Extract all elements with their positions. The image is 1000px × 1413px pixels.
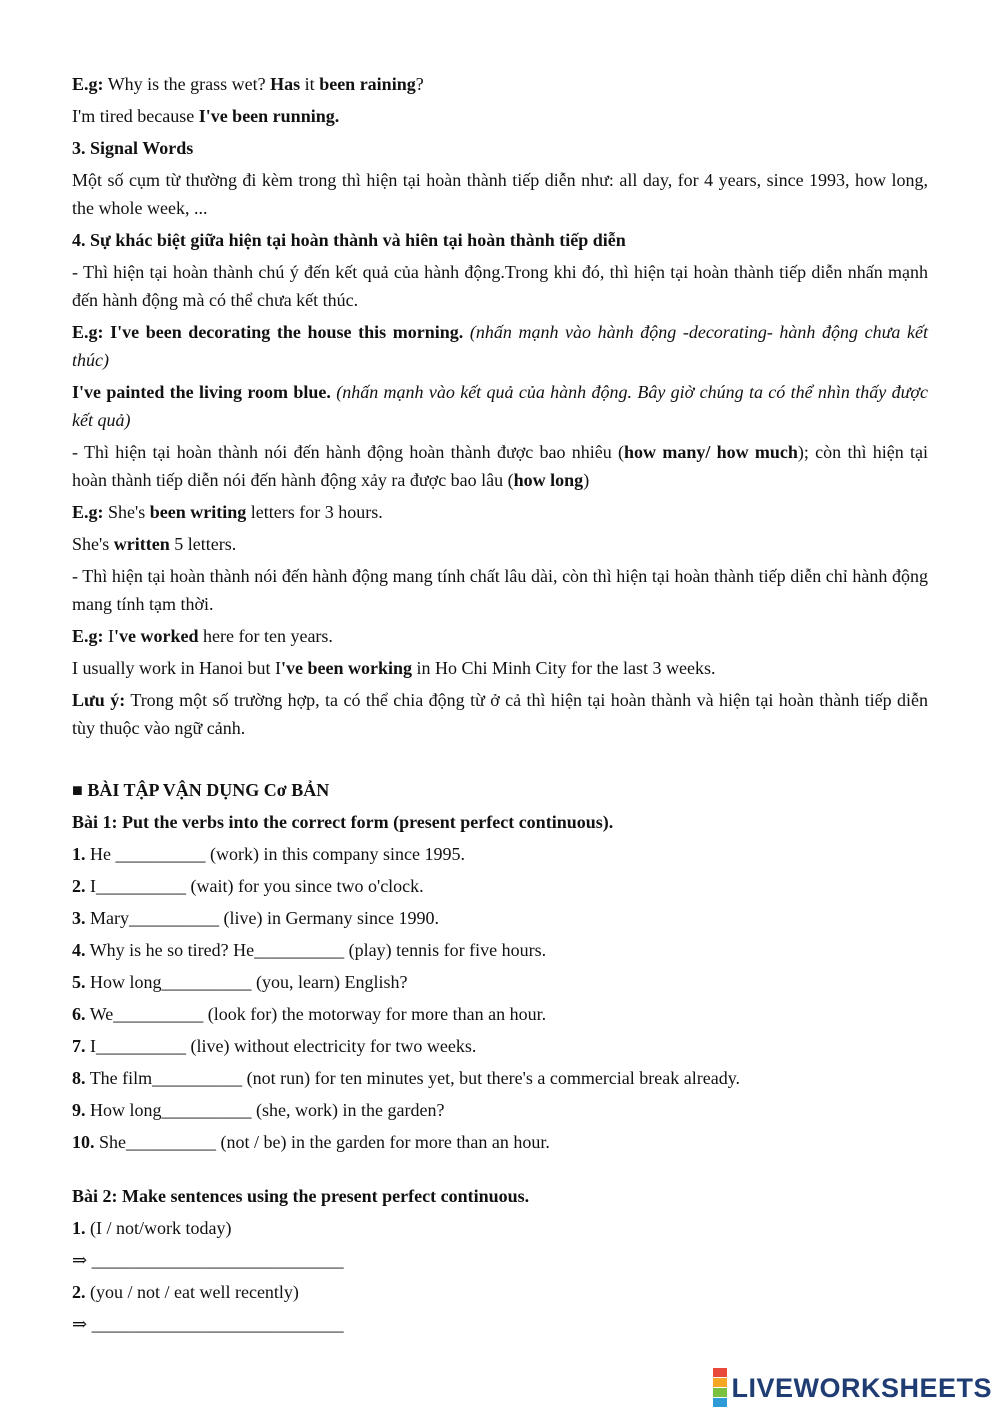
item-number: 9. (72, 1100, 86, 1120)
logo-mark-icon (713, 1368, 727, 1407)
answer-row (72, 1310, 928, 1338)
item-text-before: How long (90, 1100, 162, 1120)
item-text-before: He (90, 844, 116, 864)
exercise-item (72, 1096, 928, 1124)
exercise-item (72, 1064, 928, 1092)
exercises-section-title: ■ BÀI TẬP VẬN DỤNG Cơ BẢN (72, 780, 330, 800)
difference-paragraph-2: - Thì hiện tại hoàn thành nói đến hành động hoàn thành được bao nhiêu (how many/ how much); còn thì hiện tại hoàn thành tiếp diễn nói đến hành động xảy ra được bao lâu (how long) (72, 442, 928, 490)
example-written: She's written 5 letters. (72, 534, 237, 554)
item-text-before: Mary (90, 908, 129, 928)
item-number: 2. (72, 876, 86, 896)
example-tired: I'm tired because I've been running. (72, 106, 340, 126)
item-text-before: The film (89, 1068, 153, 1088)
item-prompt: (I / not/work today) (90, 1218, 232, 1238)
example-been-working: I usually work in Hanoi but I've been working in Ho Chi Minh City for the last 3 weeks. (72, 658, 716, 678)
logo-block (713, 1368, 727, 1377)
item-text-after: (look for) the motorway for more than an hour. (203, 1004, 547, 1024)
item-number: 3. (72, 908, 86, 928)
exercise-item (72, 872, 928, 900)
item-text-before: She (99, 1132, 126, 1152)
answer-blank[interactable]: __________ (96, 1036, 186, 1056)
exercise-item (72, 840, 928, 868)
example-painted: I've painted the living room blue. (nhấn mạnh vào kết quả của hành động. Bây giờ chúng ta có thể nhìn thấy được kết quả) (72, 382, 928, 430)
bai2-list (72, 1214, 928, 1338)
item-text-before: I (90, 876, 96, 896)
item-text-after: (play) tennis for five hours. (344, 940, 547, 960)
answer-blank[interactable]: __________ (161, 972, 252, 992)
example-been-writing: E.g: She's been writing letters for 3 hours. (72, 502, 383, 522)
item-text-after: (not run) for ten minutes yet, but there's a commercial break already. (242, 1068, 741, 1088)
note: Lưu ý: Trong một số trường hợp, ta có thể chia động từ ở cả thì hiện tại hoàn thành và hiện tại hoàn thành tiếp diễn tùy thuộc vào ngữ cảnh. (72, 690, 929, 738)
item-prompt: (you / not / eat well recently) (90, 1282, 299, 1302)
example-worked: E.g: I've worked here for ten years. (72, 626, 333, 646)
item-number: 2. (72, 1282, 86, 1302)
item-number: 1. (72, 844, 86, 864)
answer-blank[interactable]: __________ (113, 1004, 204, 1024)
item-number: 10. (72, 1132, 95, 1152)
logo-text: LIVEWORKSHEETS (731, 1372, 992, 1403)
exercise-item (72, 1032, 928, 1060)
item-number: 7. (72, 1036, 86, 1056)
bai1-title: Bài 1: Put the verbs into the correct form (present perfect continuous). (72, 812, 614, 832)
item-number: 8. (72, 1068, 86, 1088)
logo-block (713, 1398, 727, 1407)
difference-paragraph-1: - Thì hiện tại hoàn thành chú ý đến kết quả của hành động.Trong khi đó, thì hiện tại hoàn thành tiếp diễn nhấn mạnh đến hành động mà có thể chưa kết thúc. (72, 262, 928, 310)
arrow-icon: ⇒ (72, 1314, 88, 1334)
liveworksheets-logo (713, 1368, 992, 1407)
heading-difference: 4. Sự khác biệt giữa hiện tại hoàn thành và hiên tại hoàn thành tiếp diễn (72, 230, 626, 250)
example-decorating: E.g: I've been decorating the house this morning. (nhấn mạnh vào hành động -decorating- hành động chưa kết thúc) (72, 322, 929, 370)
item-number: 5. (72, 972, 86, 992)
item-text-after: (wait) for you since two o'clock. (186, 876, 424, 896)
answer-blank[interactable]: __________ (254, 940, 345, 960)
item-text-after: (live) in Germany since 1990. (219, 908, 439, 928)
logo-block (713, 1378, 727, 1387)
item-text-after: (she, work) in the garden? (251, 1100, 445, 1120)
example-grass: E.g: Why is the grass wet? Has it been raining? (72, 74, 424, 94)
item-text-before: We (89, 1004, 114, 1024)
item-text-after: (live) without electricity for two weeks. (186, 1036, 477, 1056)
bai2-title: Bài 2: Make sentences using the present perfect continuous. (72, 1186, 530, 1206)
item-number: 1. (72, 1218, 86, 1238)
exercise-item (72, 1000, 928, 1028)
heading-signal-words: 3. Signal Words (72, 138, 194, 158)
answer-blank[interactable]: __________ (161, 1100, 252, 1120)
answer-line[interactable]: ____________________________ (91, 1314, 344, 1334)
exercise-item (72, 1278, 928, 1306)
exercise-item (72, 1128, 928, 1156)
item-text-before: Why is he so tired? He (89, 940, 255, 960)
exercise-item (72, 904, 928, 932)
spacer (72, 1160, 928, 1182)
exercise-item (72, 936, 928, 964)
answer-row (72, 1246, 928, 1274)
answer-line[interactable]: ____________________________ (91, 1250, 344, 1270)
bai1-list (72, 840, 928, 1156)
logo-block (713, 1388, 727, 1397)
answer-blank[interactable]: __________ (115, 844, 206, 864)
item-text-after: (not / be) in the garden for more than an hour. (216, 1132, 550, 1152)
arrow-icon: ⇒ (72, 1250, 88, 1270)
difference-paragraph-3: - Thì hiện tại hoàn thành nói đến hành động mang tính chất lâu dài, còn thì hiện tại hoàn thành tiếp diễn chỉ hành động mang tính tạm thời. (72, 566, 928, 614)
answer-blank[interactable]: __________ (129, 908, 219, 928)
signal-words-text: Một số cụm từ thường đi kèm trong thì hiện tại hoàn thành tiếp diễn như: all day, for 4 years, since 1993, how long, the whole week, ... (72, 170, 928, 218)
answer-blank[interactable]: __________ (152, 1068, 243, 1088)
item-text-before: How long (90, 972, 162, 992)
exercise-item (72, 1214, 928, 1242)
spacer (72, 746, 928, 776)
item-text-after: (work) in this company since 1995. (205, 844, 465, 864)
item-text-before: I (90, 1036, 96, 1056)
item-number: 6. (72, 1004, 86, 1024)
item-number: 4. (72, 940, 86, 960)
worksheet-page (72, 70, 928, 1342)
exercise-item (72, 968, 928, 996)
answer-blank[interactable]: __________ (126, 1132, 216, 1152)
item-text-after: (you, learn) English? (251, 972, 408, 992)
answer-blank[interactable]: __________ (96, 876, 186, 896)
